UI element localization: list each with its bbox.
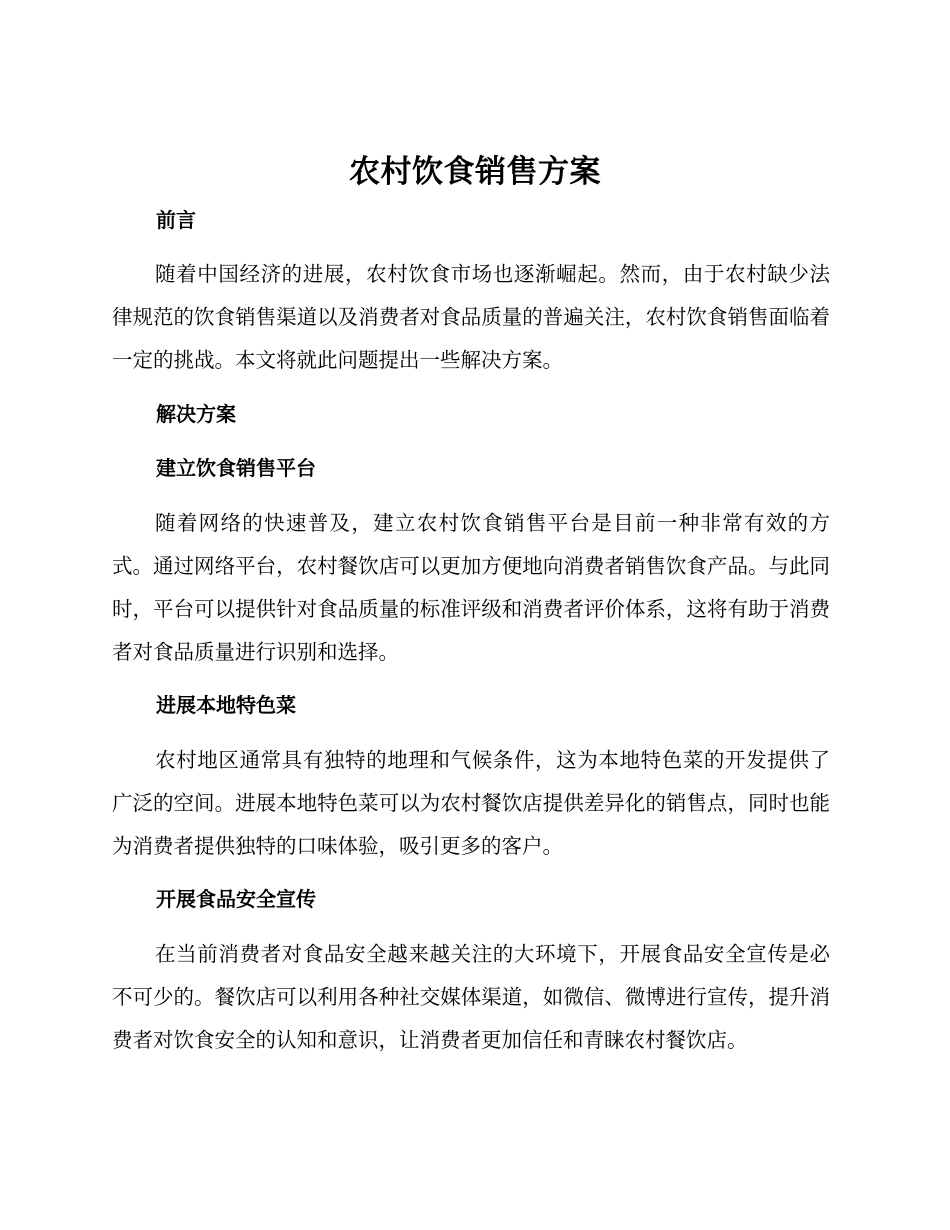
solutions-heading: 解决方案 [156, 402, 236, 426]
section-paragraph-food-safety: 在当前消费者对食品安全越来越关注的大环境下，开展食品安全宣传是必不可少的。餐饮店可以利用各种社交媒体渠道，如微信、微博进行宣传，提升消费者对饮食安全的认知和意识，让消费者更加信任和青睐农村餐饮店。 [112, 942, 830, 1052]
section-heading-local-dishes: 进展本地特色菜 [156, 693, 296, 717]
preface-heading: 前言 [156, 208, 196, 232]
section-heading-platform: 建立饮食销售平台 [156, 456, 316, 480]
preface-paragraph: 随着中国经济的进展，农村饮食市场也逐渐崛起。然而，由于农村缺少法律规范的饮食销售渠道以及消费者对食品质量的普遍关注，农村饮食销售面临着一定的挑战。本文将就此问题提出一些解决方案。 [112, 262, 830, 372]
section-heading-food-safety: 开展食品安全宣传 [156, 887, 316, 911]
document-title: 农村饮食销售方案 [349, 154, 601, 190]
section-paragraph-local-dishes: 农村地区通常具有独特的地理和气候条件，这为本地特色菜的开发提供了广泛的空间。进展本地特色菜可以为农村餐饮店提供差异化的销售点，同时也能为消费者提供独特的口味体验，吸引更多的客户。 [112, 748, 830, 858]
section-paragraph-platform: 随着网络的快速普及，建立农村饮食销售平台是目前一种非常有效的方式。通过网络平台，农村餐饮店可以更加方便地向消费者销售饮食产品。与此同时，平台可以提供针对食品质量的标准评级和消费者评价体系，这将有助于消费者对食品质量进行识别和选择。 [112, 511, 830, 664]
